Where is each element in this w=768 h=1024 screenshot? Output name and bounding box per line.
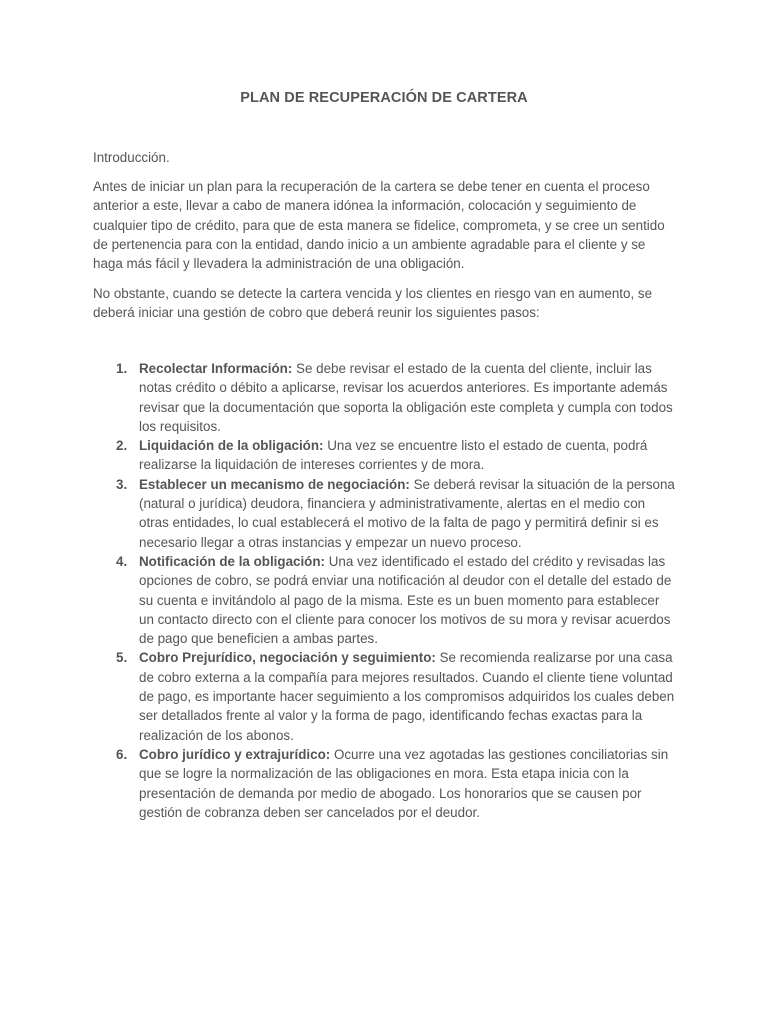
step-number: 4. (116, 553, 128, 569)
step-text: Una vez identificado el estado del crédito y revisadas las opciones de cobro, se podrá enviar una notificación al deudor con el detalle del estado de su cuenta e invitándolo al pago de la misma. Este es un buen momento para establecer un contacto directo con el cliente para conocer los motivos de su mora y revisar acuerdos de pago que beneficien a ambas partes. (139, 553, 672, 647)
step-term: Cobro jurídico y extrajurídico: (139, 746, 331, 762)
step-term: Establecer un mecanismo de negociación: (139, 476, 410, 492)
intro-label: Introducción. (93, 150, 170, 165)
steps-list (116, 359, 675, 822)
step-text: Ocurre una vez agotadas las gestiones conciliatorias sin que se logre la normalización de las obligaciones en mora. Esta etapa inicia con la presentación de demanda por medio de abogado. Los honorarios que se causen por gestión de cobranza deben ser cancelados por el deudor. (139, 746, 669, 820)
step-text: Se debe revisar el estado de la cuenta del cliente, incluir las notas crédito o débito a aplicarse, revisar los acuerdos anteriores. Es importante además revisar que la documentación que soporta la obligación este completa y cumpla con todos los requisitos. (139, 361, 673, 434)
step-text: Se recomienda realizarse por una casa de cobro externa a la compañía para mejores resultados. Cuando el cliente tiene voluntad de pago, es importante hacer seguimiento a los compromisos adquiridos los cuales deben ser detallados frente al valor y la forma de pago, identificando fechas exactas para la realización de los abonos. (139, 650, 675, 743)
document-title: PLAN DE RECUPERACIÓN DE CARTERA (240, 90, 528, 106)
step-number: 2. (116, 438, 128, 454)
step-number: 6. (116, 746, 128, 762)
step-term: Cobro Prejurídico, negociación y seguimiento: (139, 650, 436, 666)
list-item (116, 436, 675, 475)
step-term: Recolectar Información: (139, 361, 293, 376)
step-number: 1. (116, 361, 128, 376)
steps-lead-paragraph: No obstante, cuando se detecte la cartera vencida y los clientes en riesgo van en aumento, se deberá iniciar una gestión de cobro que deberá reunir los siguientes pasos: (93, 286, 653, 321)
step-term: Liquidación de la obligación: (139, 438, 324, 454)
list-item (116, 552, 675, 648)
step-number: 5. (116, 650, 128, 666)
list-item (116, 359, 675, 436)
list-item (116, 475, 675, 552)
list-item (116, 745, 675, 822)
step-text: Se deberá revisar la situación de la persona (natural o jurídica) deudora, financiera y administrativamente, alertas en el medio con otras entidades, lo cual establecerá el motivo de la falta de pago y permitirá definir si es necesario llegar a otras instancias y empezar un nuevo proceso. (139, 476, 675, 550)
step-term: Notificación de la obligación: (139, 553, 325, 569)
step-text: Una vez se encuentre listo el estado de cuenta, podrá realizarse la liquidación de intereses corrientes y de mora. (139, 438, 648, 473)
intro-paragraph: Antes de iniciar un plan para la recuperación de la cartera se debe tener en cuenta el proceso anterior a este, llevar a cabo de manera idónea la información, colocación y seguimiento de cualquier tipo de crédito, para que de esta manera se fidelice, comprometa, y se cree un sentido de pertenencia para con la entidad, dando inicio a un ambiente agradable para el cliente y se haga más fácil y llevadera la administración de una obligación. (93, 179, 665, 272)
step-number: 3. (116, 476, 128, 492)
list-item (116, 648, 675, 744)
